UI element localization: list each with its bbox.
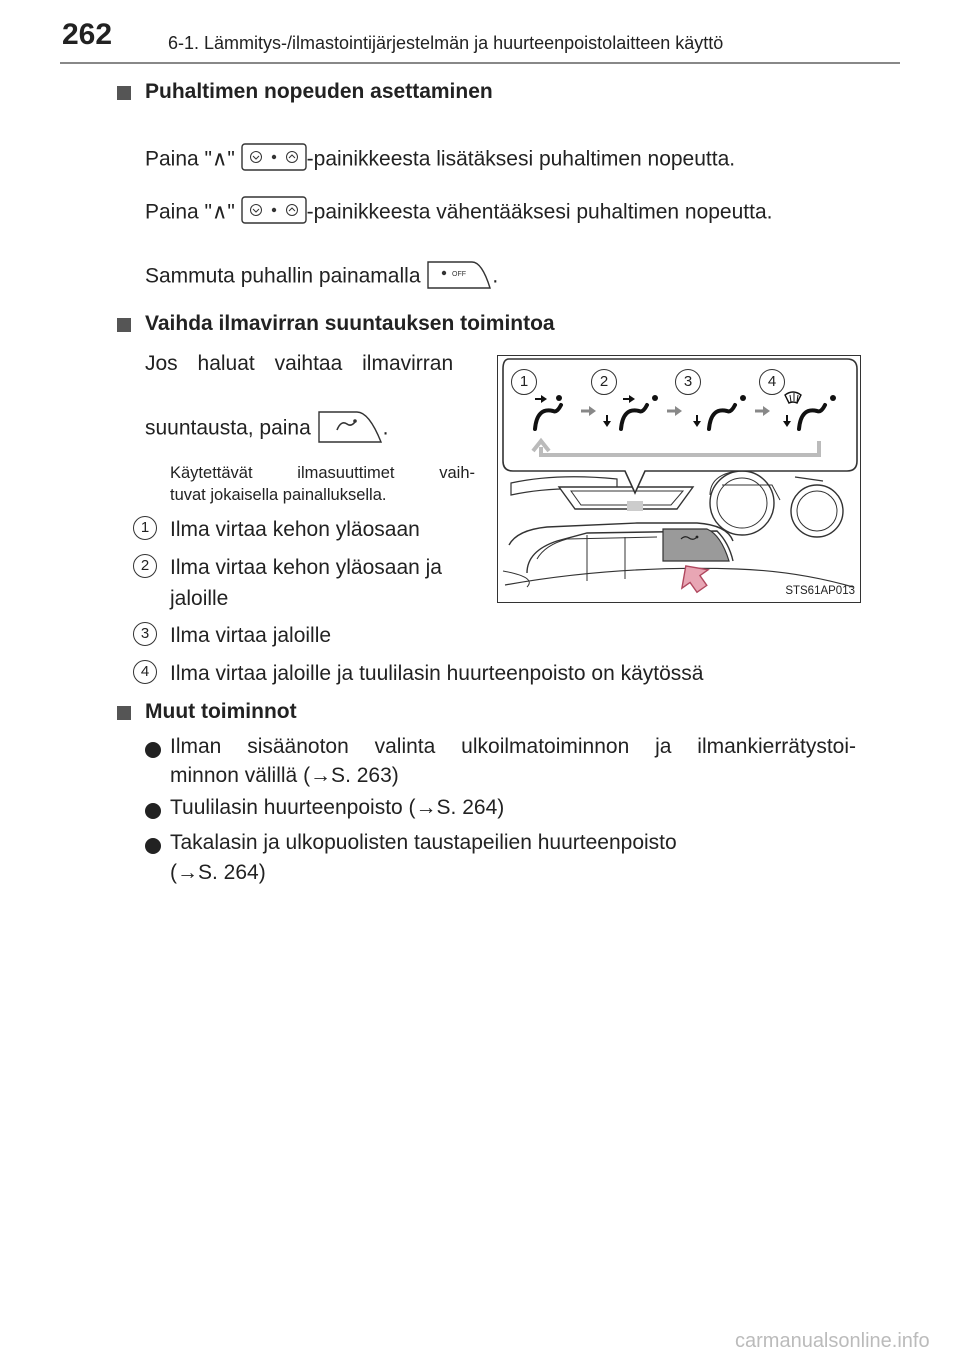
airflow-note-line1: Käytettävät ilmasuuttimet vaih- bbox=[170, 464, 475, 482]
item-number: 1 bbox=[133, 516, 157, 540]
figure-callout: 1 bbox=[511, 369, 537, 395]
fan-speed-button-icon bbox=[241, 196, 307, 230]
airflow-intro-line2: suuntausta, paina . bbox=[145, 408, 388, 450]
other-item-1: Ilman sisäänoton valinta ulkoilmatoiminnon ja ilmankierrätystoi- bbox=[170, 735, 856, 758]
figure-callout: 2 bbox=[591, 369, 617, 395]
airflow-note-line2: tuvat jokaisella painalluksella. bbox=[170, 486, 387, 504]
bullet-dot bbox=[145, 803, 161, 819]
fan-speed-button-icon bbox=[241, 143, 307, 177]
other-item-1-cont: minnon välillä (→S. 263) bbox=[170, 764, 399, 787]
airflow-item-3: Ilma virtaa jaloille bbox=[170, 624, 332, 647]
airflow-item-2: Ilma virtaa kehon yläosaan ja bbox=[170, 556, 442, 579]
section-marker bbox=[117, 86, 131, 100]
figure-callout: 4 bbox=[759, 369, 785, 395]
other-item-2: Tuulilasin huurteenpoisto (→S. 264) bbox=[170, 796, 505, 819]
running-title: 6-1. Lämmitys-/ilmastointijärjestelmän ja huurteenpoistolaitteen käyttö bbox=[168, 33, 724, 53]
airflow-item-4: Ilma virtaa jaloille ja tuulilasin huurteenpoisto on käytössä bbox=[170, 662, 704, 685]
fan-line-decrease: Paina "∧" -painikkeesta vähentääksesi puhaltimen nopeutta. bbox=[145, 196, 772, 230]
airflow-item-1: Ilma virtaa kehon yläosaan bbox=[170, 518, 420, 541]
section-heading-other: Muut toiminnot bbox=[145, 700, 297, 723]
airflow-intro-line1: Jos haluat vaihtaa ilmavirran bbox=[145, 352, 454, 375]
section-heading-fan: Puhaltimen nopeuden asettaminen bbox=[145, 80, 493, 103]
section-heading-airflow: Vaihda ilmavirran suuntauksen toimintoa bbox=[145, 312, 555, 335]
section-marker bbox=[117, 318, 131, 332]
figure-callout: 3 bbox=[675, 369, 701, 395]
item-number: 3 bbox=[133, 622, 157, 646]
item-number: 4 bbox=[133, 660, 157, 684]
airflow-item-2-cont: jaloille bbox=[170, 587, 229, 610]
bullet-dot bbox=[145, 742, 161, 758]
page-number: 262 bbox=[62, 18, 113, 51]
fan-line-off: Sammuta puhallin painamalla OFF . bbox=[145, 258, 498, 296]
airflow-figure bbox=[497, 355, 861, 603]
watermark[interactable]: carmanualsonline.info bbox=[735, 1330, 930, 1352]
section-marker bbox=[117, 706, 131, 720]
fan-line-increase: Paina "∧" -painikkeesta lisätäksesi puhaltimen nopeutta. bbox=[145, 143, 735, 177]
fan-off-button-icon bbox=[426, 258, 492, 296]
item-number: 2 bbox=[133, 554, 157, 578]
bullet-dot bbox=[145, 838, 161, 854]
header-rule bbox=[60, 62, 900, 64]
figure-code: STS61AP013 bbox=[785, 585, 855, 597]
other-item-3-cont: (→S. 264) bbox=[170, 861, 266, 884]
airflow-mode-button-icon bbox=[317, 408, 383, 450]
svg-text:OFF: OFF bbox=[452, 271, 467, 278]
other-item-3: Takalasin ja ulkopuolisten taustapeilien huurteenpoisto bbox=[170, 831, 677, 854]
